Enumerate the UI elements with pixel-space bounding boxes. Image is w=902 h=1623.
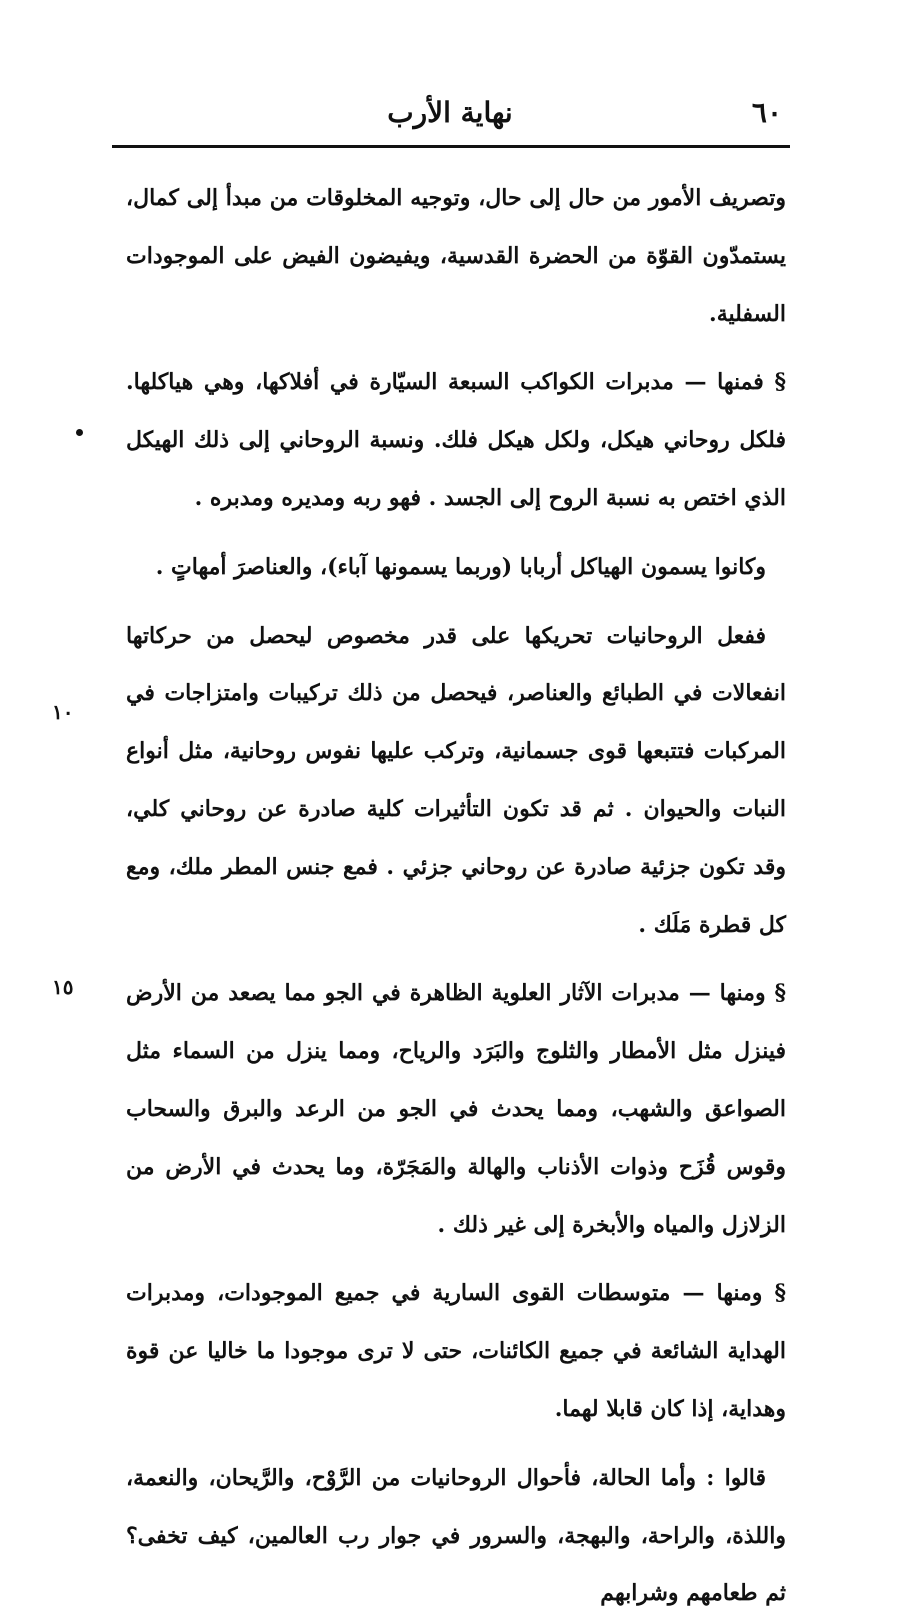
header-rule	[112, 145, 790, 148]
paragraph-intermediate-powers: § ومنها — متوسطات القوى السارية في جميع الموجودات، ومدبرات الهداية الشائعة في جميع الكائنات، حتى لا ترى موجودا ما خاليا عن قوة وهداية، إذا كان قابلا لهما.	[126, 1280, 786, 1422]
margin-line-number-10: ١٠	[52, 700, 74, 724]
margin-line-number-15: ١٥	[52, 975, 74, 999]
body-text	[126, 170, 786, 1623]
paragraph-continuation: وتصريف الأمور من حال إلى حال، وتوجيه المخلوقات من مبدأ إلى كمال، يستمدّون القوّة من الحضرة القدسية، ويفيضون الفيض على الموجودات السفلية.	[126, 185, 786, 327]
paragraph-spirits-state: قالوا : وأما الحالة، فأحوال الروحانيات من الرَّوْح، والرَّيحان، والنعمة، واللذة، والراحة، والبهجة، والسرور في جوار رب العالمين، كيف تخفى؟ ثم طعامهم وشرابهم	[126, 1464, 786, 1607]
paragraph-planetary-spirits: § فمنها — مدبرات الكواكب السبعة السيّارة في أفلاكها، وهي هياكلها. فلكل روحاني هيكل، ولكل هيكل فلك. ونسبة الروحاني إلى ذلك الهيكل الذي اختص به نسبة الروح إلى الجسد . فهو ربه ومديره ومدبره .	[126, 369, 786, 511]
paragraph-upper-phenomena: § ومنها — مدبرات الآثار العلوية الظاهرة في الجو مما يصعد من الأرض فينزل مثل الأمطار والثلوج والبَرَد والرياح، ومما ينزل من السماء مثل الصواعق والشهب، ومما يحدث في الجو من الرعد والبرق والسحاب وقوس قُزَح وذوات الأذناب والهالة والمَجَرّة، وما يحدث في الأرض من الزلازل والمياه والأبخرة إلى غير ذلك .	[126, 980, 786, 1238]
page-number: ٦٠	[751, 96, 782, 129]
paragraph-spiritual-action: ففعل الروحانيات تحريكها على قدر مخصوص ليحصل من حركاتها انفعالات في الطبائع والعناصر، فيحصل من ذلك تركيبات وامتزاجات في المركبات فتتبعها قوى جسمانية، وتركب عليها نفوس روحانية، مثل أنواع النبات والحيوان . ثم قد تكون التأثيرات كلية صادرة عن روحاني كلي، وقد تكون جزئية صادرة عن روحاني جزئي . فمع جنس المطر ملك، ومع كل قطرة مَلَك .	[126, 622, 786, 938]
margin-dot	[76, 429, 83, 436]
paragraph-lords-and-mothers: وكانوا يسمون الهياكل أربابا (وربما يسمونها آباء)، والعناصرَ أمهاتٍ .	[155, 553, 766, 580]
page-header	[112, 88, 788, 138]
running-title: نهاية الأرب	[387, 96, 513, 129]
